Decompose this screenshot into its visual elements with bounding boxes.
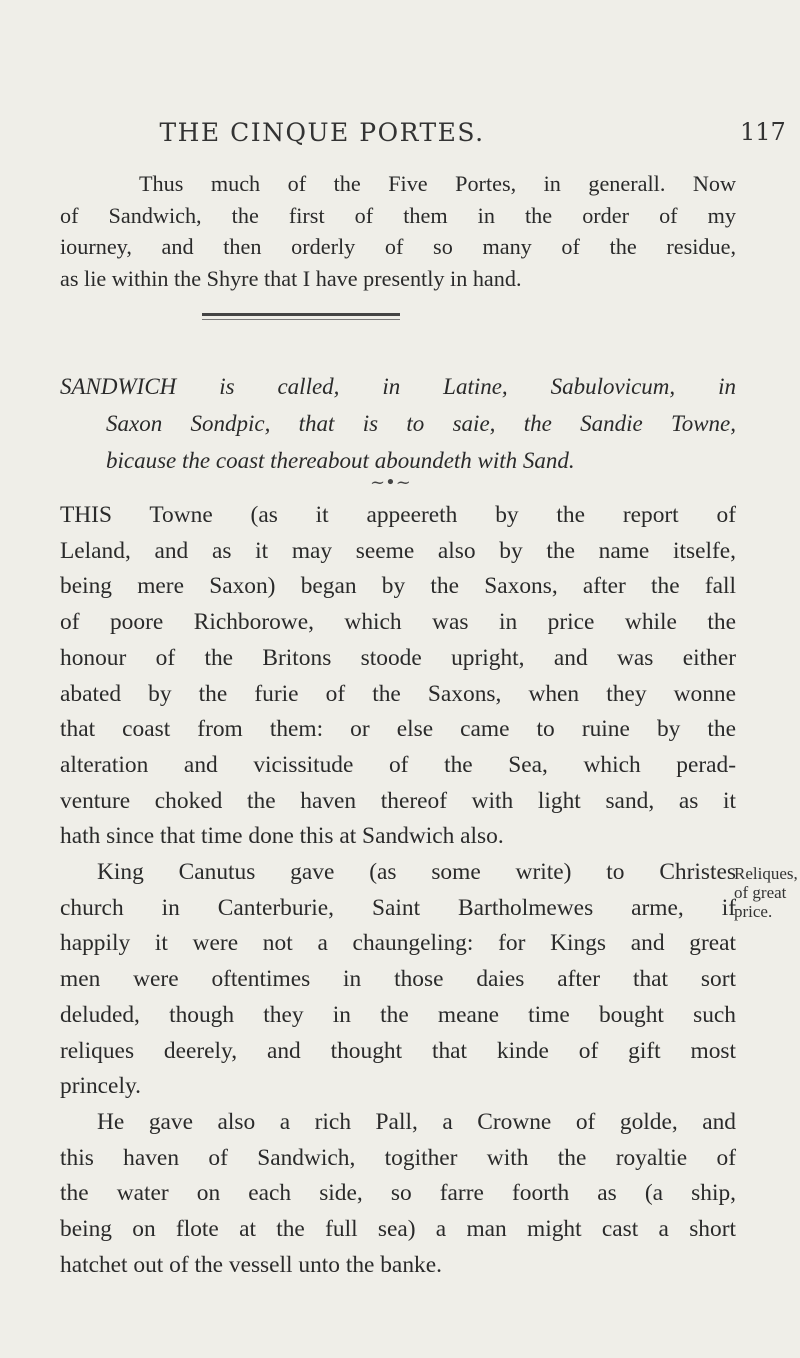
section-rule (202, 313, 400, 316)
body-line: being mere Saxon) began by the Saxons, after the fall (60, 573, 736, 600)
intro-paragraph (60, 168, 736, 294)
body-line: hatchet out of the vessell unto the banke. (60, 1251, 442, 1278)
intro-line: Thus much of the Five Portes, in generall. Now (139, 171, 736, 196)
body-line: Leland, and as it may seeme also by the name itselfe, (60, 537, 736, 564)
body-line: deluded, though they in the meane time bought such (60, 1001, 736, 1028)
body-line: princely. (60, 1073, 141, 1100)
intro-line: of Sandwich, the first of them in the order of my (60, 202, 736, 228)
running-head: THE CINQUE PORTES. (159, 118, 485, 147)
heading-line: SANDWICH is called, in Latine, Sabulovicum, in (60, 374, 736, 399)
body-line: of poore Richborowe, which was in price while the (60, 609, 736, 636)
body-line: abated by the furie of the Saxons, when they wonne (60, 680, 736, 707)
body-paragraph-1 (60, 498, 736, 855)
body-line: He gave also a rich Pall, a Crowne of golde, and (97, 1109, 736, 1135)
body-line: honour of the Britons stoode upright, and was either (60, 644, 736, 671)
intro-line: as lie within the Shyre that I have presently in hand. (60, 265, 522, 291)
body-line: being on flote at the full sea) a man might cast a short (60, 1216, 736, 1243)
body-line: that coast from them: or else came to ruine by the (60, 716, 736, 743)
section-rule-thin (202, 319, 400, 320)
body-line: men were oftentimes in those daies after that sort (60, 966, 736, 993)
heading-line: bicause the coast thereabout aboundeth with Sand. (106, 448, 575, 473)
body-paragraph-2 (60, 855, 736, 1105)
body-line: the water on each side, so farre foorth as (a ship, (60, 1180, 736, 1207)
intro-line: iourney, and then orderly of so many of the residue, (60, 234, 736, 260)
body-line: this haven of Sandwich, togither with the royaltie of (60, 1144, 736, 1171)
body-line: happily it were not a chaungeling: for Kings and great (60, 930, 736, 957)
margin-note (734, 864, 800, 921)
body-line: church in Canterburie, Saint Bartholmewes arme, if (60, 894, 736, 921)
body-paragraph-3 (60, 1105, 736, 1284)
body-line: venture choked the haven thereof with light sand, as it (60, 787, 736, 814)
body-line: King Canutus gave (as some write) to Christes (97, 859, 736, 885)
page-number: 117 (740, 118, 786, 146)
ornament: ~•~ (370, 472, 411, 493)
body-line: THIS Towne (as it appeereth by the report of (60, 502, 736, 528)
margin-note-line: Reliques, (734, 864, 798, 883)
body-line: alteration and vicissitude of the Sea, which perad- (60, 751, 736, 778)
body-line: reliques deerely, and thought that kinde of gift most (60, 1037, 736, 1064)
margin-note-line: price. (734, 902, 773, 921)
heading-line: Saxon Sondpic, that is to saie, the Sandie Towne, (106, 411, 736, 436)
section-heading (60, 368, 736, 479)
margin-note-line: of great (734, 883, 787, 902)
body-line: hath since that time done this at Sandwich also. (60, 823, 504, 850)
